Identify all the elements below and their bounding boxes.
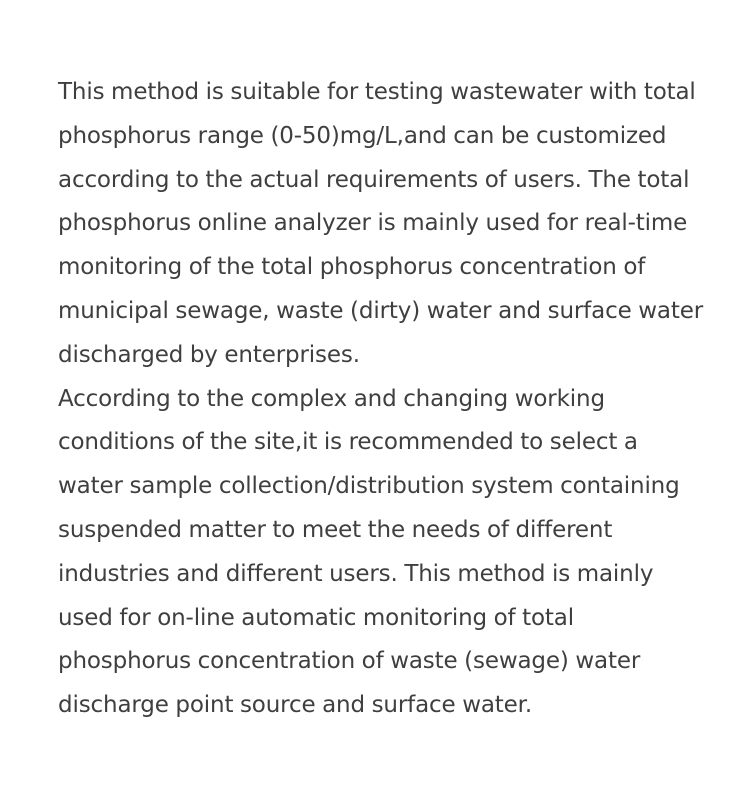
text-line: conditions of the site,it is recommended to select a	[58, 429, 638, 456]
text-line: municipal sewage, waste (dirty) water and surface water	[58, 297, 704, 324]
document-body	[58, 71, 704, 728]
text-line: industries and different users. This method is mainly	[58, 560, 654, 587]
text-line: This method is suitable for testing wastewater with total	[58, 79, 696, 105]
text-line: phosphorus concentration of waste (sewage) water	[58, 648, 641, 675]
text-line: According to the complex and changing working	[58, 385, 605, 412]
text-line: phosphorus range (0-50)mg/L,and can be customized	[58, 122, 667, 149]
text-line: used for on-line automatic monitoring of total	[58, 604, 574, 631]
text-line: discharge point source and surface water.	[58, 692, 533, 719]
text-line: phosphorus online analyzer is mainly used for real-time	[58, 210, 688, 237]
text-line: discharged by enterprises.	[58, 341, 360, 368]
text-line: water sample collection/distribution system containing	[58, 473, 680, 500]
text-line: according to the actual requirements of users. The total	[58, 166, 690, 193]
text-line: suspended matter to meet the needs of different	[58, 516, 613, 543]
paragraph-1	[58, 71, 704, 378]
paragraph-2	[58, 378, 698, 728]
text-line: monitoring of the total phosphorus concentration of	[58, 254, 646, 281]
